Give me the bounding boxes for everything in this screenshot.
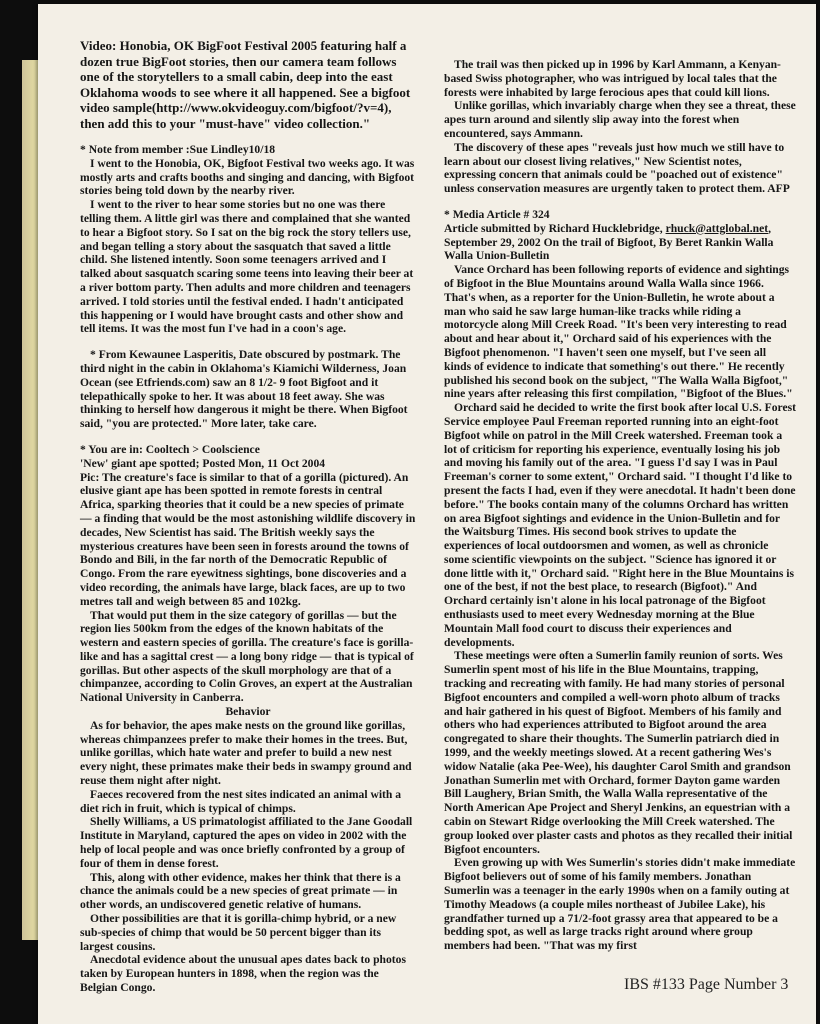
behavior-heading: Behavior [225,705,271,719]
note-paragraph: I went to the Honobia, OK, Bigfoot Festival two weeks ago. It was mostly arts and crafts booths and singing and dancing, with Bigfoot stories being told down by the nearby river. [80,156,415,198]
article-paragraph: Pic: The creature's face is similar to that of a gorilla (pictured). An elusive giant ape has been spotted in remote forests in central Africa, sparking theories that it could be a new species of primate — a finding that would be the most astonishing wildlife discovery in decades, New Scientist has said. The British weekly says the mysterious creatures have been seen in forests around the towns of Bondo and Bili, in the far north of the Democratic Republic of Congo. From the rare eyewitness sightings, bone discoveries and a video recording, the animals have large, black faces, are up to two metres tall and weigh between 85 and 102kg. [80,470,416,608]
article-paragraph: Other possibilities are that it is gorilla-chimp hybrid, or a new sub-species of chimp that would be 50 percent bigger than its largest cousins. [80,912,397,953]
article-paragraph: Faeces recovered from the nest sites indicated an animal with a diet rich in fruit, which is typical of chimps. [80,787,402,815]
article-paragraph: These meetings were often a Sumerlin family reunion of sorts. Wes Sumerlin spent most of his life in the Blue Mountains, trapping, tracking and recreating with family. He had many stories of personal Bigfoot encounters and compiled a well-worn photo album of tracks and hair gathered in his quest of Bigfoot. Members of his family and others who had experiences attributed to Bigfoot around the area congregated to share their thoughts. The Sumerlin patriarch died in 1999, and the weekly meetings slowed. At a recent gathering Wes's widow Natalie (aka Pee-Wee), his daughter Carol Smith and grandson Jonathan Sumerlin met with Orchard, former Dayton game warden Bill Laughery, Brian Smith, the Walla Walla representative of the North American Ape Project and Sheryl Jenkins, an equestrian with a cabin on Stewart Ridge overlooking the Mill Creek watershed. The group looked over plaster casts and photos as they recalled their initial Bigfoot encounters. [444,649,793,856]
left-column [80,38,416,995]
media-article-byline [444,222,796,263]
note-header: * Note from member :Sue Lindley10/18 [80,143,276,156]
article-paragraph: Anecdotal evidence about the unusual apes dates back to photos taken by European hunters in 1898, when the region was the Belgian Congo. [80,953,406,995]
byline-text: , September 29, 2002 On the trail of Bigfoot, By Beret Rankin Walla Walla Union-Bulletin [444,221,774,263]
article-paragraph: Shelly Williams, a US primatologist affiliated to the Jane Goodall Institute in Maryland, captured the apes on video in 2002 with the help of local people and was once briefly confronted by a group of four of them in dense forest. [80,815,413,870]
cooltech-header: * You are in: Cooltech > Coolscience [80,442,260,456]
article-paragraph: Even growing up with Wes Sumerlin's stories didn't make immediate Bigfoot believers out of some of his family members. Jonathan Sumerlin was a teenager in the early 1990s when on a family outing at Timothy Meadows (a couple miles northeast of Jubilee Lake), his grandfather turned up a 71/2-foot grassy area that appeared to be a bedding spot, as well as large tracks right around where group members had been. "That was my first [444,856,796,953]
article-paragraph: This, along with other evidence, makes her think that there is a chance the animals could be a new species of great primate — in other words, an undiscovered genetic relative of humans. [80,870,401,912]
page-footer: IBS #133 Page Number 3 [624,976,789,993]
article-paragraph: Vance Orchard has been following reports of evidence and sightings of Bigfoot in the Blue Mountains around Walla Walla since 1966. That's when, as a reporter for the Union-Bulletin, he wrote about a man who said he saw large human-like tracks while riding a motorcycle along Mill Creek Road. "It's been very interesting to read about and hear about it," Orchard said of his experiences with the Bigfoot phenomenon. "I haven't seen one myself, but I've seen all kinds of evidence to indicate that something's out there." He recently published his second book on the subject, "The Walla Walla Bigfoot," nine years after releasing this first compilation, "Bigfoot of the Blues." [444,263,793,401]
article-paragraph: Unlike gorillas, which invariably charge when they see a threat, these apes turn around and silently slip away into the forest when encountered, says Ammann. [444,99,796,140]
article-paragraph: As for behavior, the apes make nests on the ground like gorillas, whereas chimpanzees prefer to make their homes in the trees. But, unlike gorillas, which hate water and prefer to build a new nest every night, these primates make their beds in swampy ground and reuse them night after night. [80,718,412,788]
video-intro: Video: Honobia, OK BigFoot Festival 2005 featuring half a dozen true BigFoot stories, then our camera team follows one of the storytellers to a small cabin, deep into the east Oklahoma woods to see where it all happened. See a bigfoot video sample(http://www.okvideoguy.com/bigfoot/?v=4), then add this to your "must-have" video collection." [80,38,411,131]
right-column [444,58,796,953]
byline-text: Article submitted by Richard Hucklebridge, [444,221,666,235]
note-paragraph: I went to the river to hear some stories but no one was there telling them. A little girl was there and complained that she wanted to hear a Bigfoot story. So I sat on the big rock the story tellers use, and began telling a story about the sasquatch that saved a little child. She listened intently. Soon some teenagers arrived and I talked about sasquatch scaring some teens into leaving their beer at a river bottom party. Then adults and more children and teenagers arrived. I told stories until the festival ended. I hadn't anticipated this happening or I would have brought casts and other show and tell items. It was the most fun I've had in a coon's age. [80,198,414,336]
media-article-header: * Media Article # 324 [444,207,550,221]
article-title: 'New' giant ape spotted; Posted Mon, 11 Oct 2004 [80,456,326,470]
article-paragraph: Orchard said he decided to write the first book after local U.S. Forest Service employee Paul Freeman reported running into an eight-foot Bigfoot while on patrol in the Mill Creek watershed. Freeman took a lot of criticism for reporting his experience, eventually losing his job and moving his family out of the area. "I guess I'd say I was in Paul Freeman's corner to some extent," Orchard said. "I thought I'd like to present the facts I had, even if they were anecdotal. It hadn't been done before." The books contain many of the columns Orchard has written on area Bigfoot sightings and evidence in the Union-Bulletin and for the Waitsburg Times. His second book strives to update the experiences of local outdoorsmen and women, as well as chronicle some scientific viewpoints on the subject. "Science has ignored it or done little with it," Orchard said. "Right here in the Blue Mountains is one of the best, if not the best place, to research (Bigfoot)." And Orchard certainly isn't alone in his local patronage of the Bigfoot enthusiasts used to meet every Wednesday morning at the Blue Mountain Mall food court to discuss their experiences and developments. [444,401,796,649]
kewaunee-report: * From Kewaunee Lasperitis, Date obscured by postmark. The third night in the cabin in Oklahoma's Kiamichi Wilderness, Joan Ocean (see Etfriends.com) saw an 8 1/2- 9 foot Bigfoot and it telepathically spoke to her. It was about 18 feet away. She was thinking to herself how dangerous it might be there. When Bigfoot said, "you are protected." More later, take care. [80,348,408,431]
email-link[interactable]: rhuck@attglobal.net [665,221,769,235]
article-paragraph: The trail was then picked up in 1996 by Karl Ammann, a Kenyan-based Swiss photographer, who was intrigued by local tales that the forests were inhabited by large ferocious apes that could kill lions. [444,58,781,99]
article-paragraph: That would put them in the size category of gorillas — but the region lies 500km from the edges of the known habitats of the western and eastern species of gorilla. The creature's face is gorilla-like and has a sagittal crest — a long bony ridge — that is typical of gorillas. But other aspects of the skull morphology are that of a chimpanzee, according to Colin Groves, an expert at the Australian National University in Canberra. [80,608,414,705]
newsletter-page [38,4,816,1024]
article-paragraph: The discovery of these apes "reveals just how much we still have to learn about our closest living relatives," New Scientist notes, expressing concern that animals could be "poached out of existence" unless conservation measures are urgently taken to protect them. AFP [444,140,790,196]
